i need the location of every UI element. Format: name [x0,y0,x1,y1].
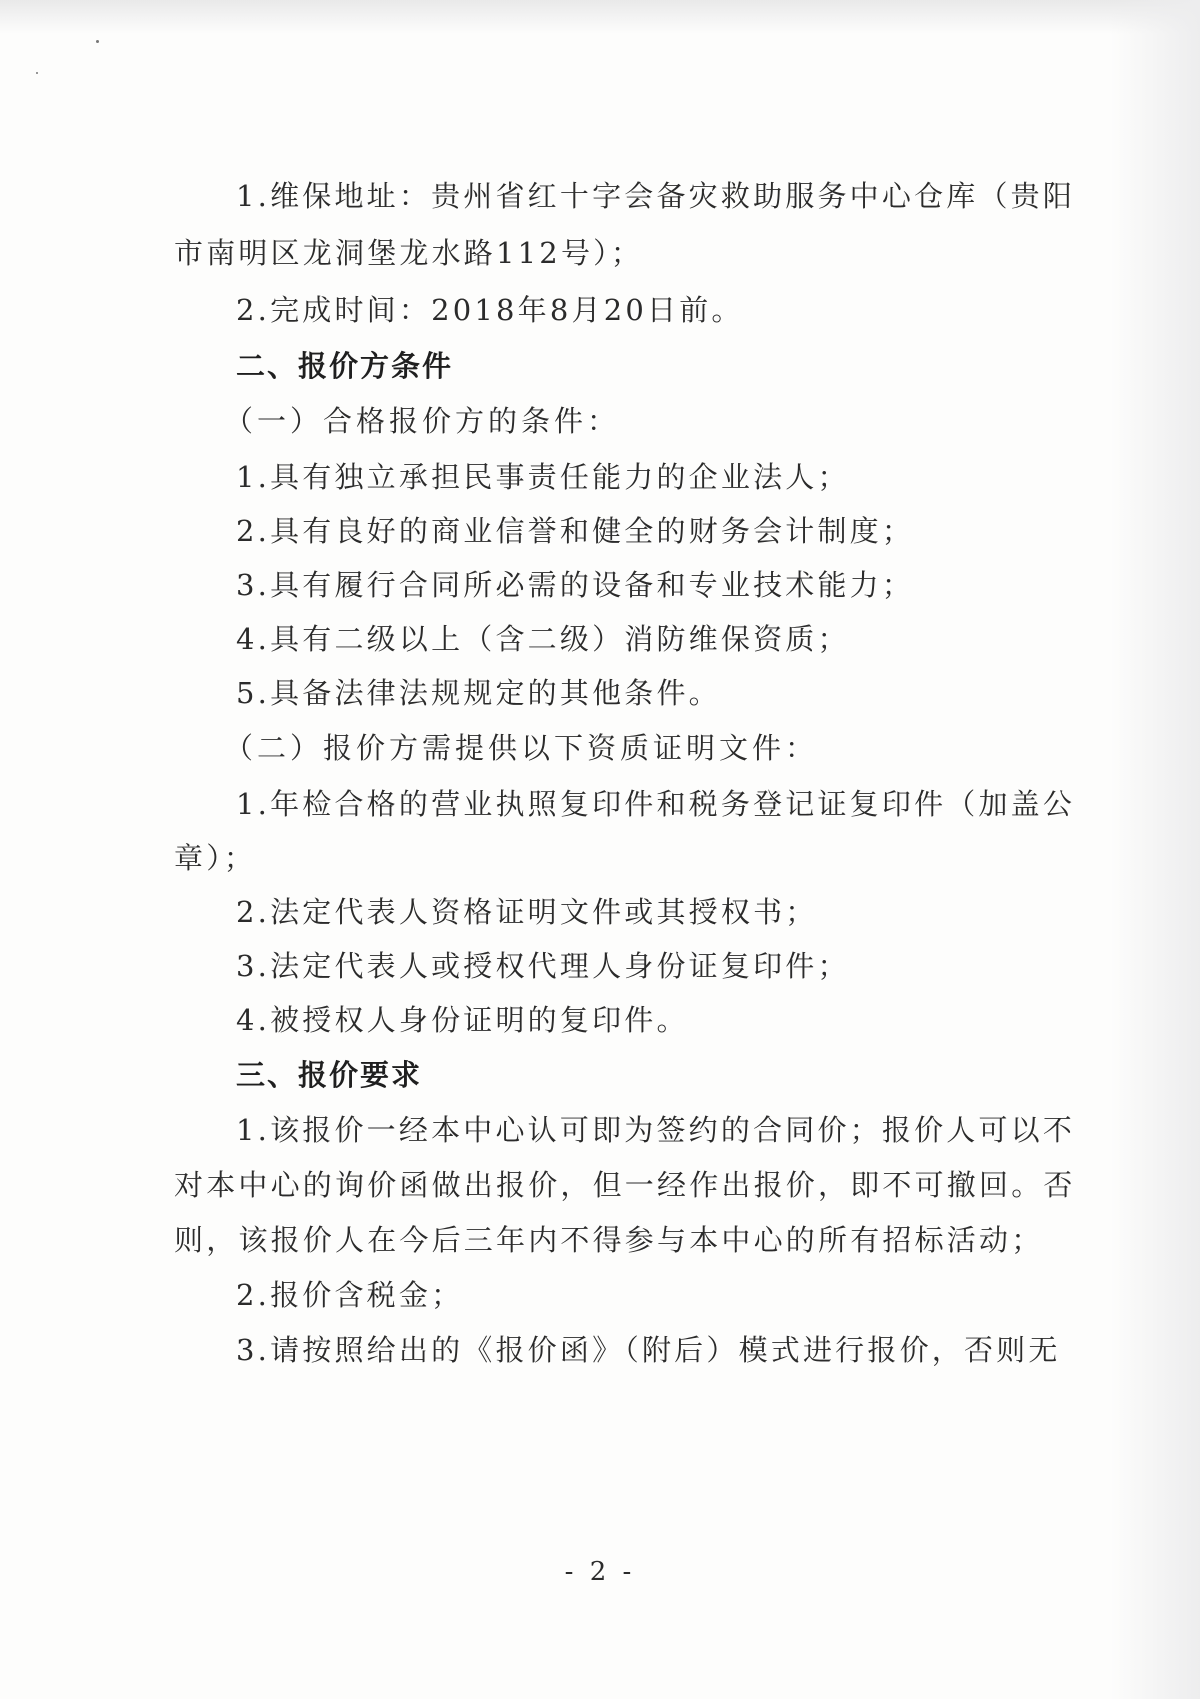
requirement-item: 2.报价含税金； [236,1278,464,1312]
scan-speck [96,40,99,43]
document-item-line2: 章）； [174,841,257,875]
section-two-heading: 二、报价方条件 [236,349,454,383]
scan-shadow-top [0,0,1200,34]
document-item: 2.法定代表人资格证明文件或其授权书； [236,895,818,929]
condition-item: 4.具有二级以上（含二级）消防维保资质； [236,622,850,656]
completion-time: 2.完成时间：2018年8月20日前。 [236,293,744,327]
document-item-line1: 1.年检合格的营业执照复印件和税务登记证复印件（加盖公 [236,787,1076,821]
scan-speck [36,72,38,74]
page-number: - 2 - [564,1557,636,1587]
requirement-item-line3: 则，该报价人在今后三年内不得参与本中心的所有招标活动； [174,1223,1044,1257]
maintenance-address-line2: 市南明区龙洞堡龙水路112号）； [174,236,644,270]
document-item: 3.法定代表人或授权代理人身份证复印件； [236,949,850,983]
section-three-heading: 三、报价要求 [236,1058,423,1092]
document-item: 4.被授权人身份证明的复印件。 [236,1003,689,1037]
qualified-bidder-subheading: （一）合格报价方的条件： [224,404,621,438]
maintenance-address-line1: 1.维保地址：贵州省红十字会备灾救助服务中心仓库（贵阳 [236,179,1076,213]
requirement-item-line2: 对本中心的询价函做出报价，但一经作出报价，即不可撤回。否 [174,1168,1076,1202]
condition-item: 1.具有独立承担民事责任能力的企业法人； [236,460,850,494]
requirement-item: 3.请按照给出的《报价函》（附后）模式进行报价，否则无 [236,1333,1061,1367]
condition-item: 3.具有履行合同所必需的设备和专业技术能力； [236,568,915,602]
condition-item: 5.具备法律法规规定的其他条件。 [236,676,721,710]
scan-shadow-right [1110,0,1200,1699]
requirement-item-line1: 1.该报价一经本中心认可即为签约的合同价；报价人可以不 [236,1113,1076,1147]
condition-item: 2.具有良好的商业信誉和健全的财务会计制度； [236,514,915,548]
required-documents-subheading: （二）报价方需提供以下资质证明文件： [224,731,819,765]
